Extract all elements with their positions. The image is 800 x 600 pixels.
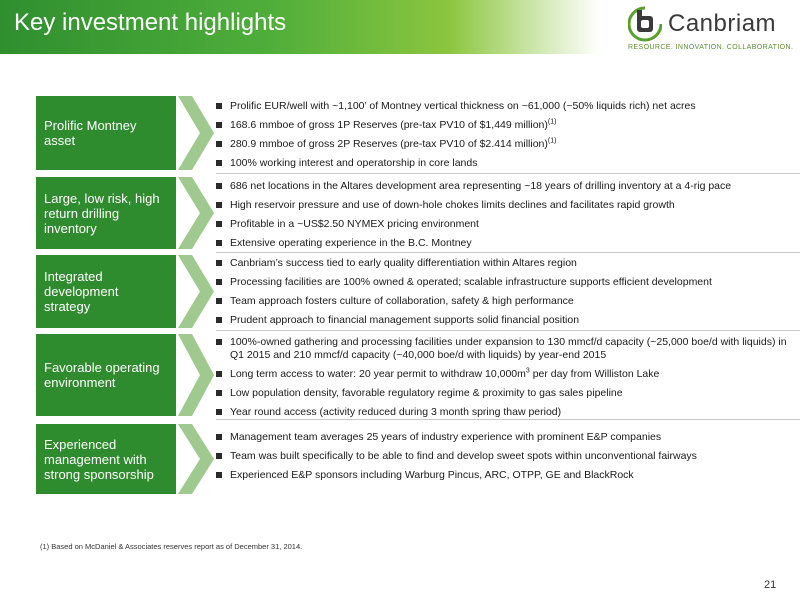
list-item: 686 net locations in the Altares development area representing ~18 years of drilling inventory at a 4-rig pace	[216, 180, 800, 193]
section-divider	[216, 330, 800, 331]
bullet-list	[216, 257, 800, 333]
square-bullet-icon	[216, 371, 222, 377]
square-bullet-icon	[216, 279, 222, 285]
section-divider	[216, 252, 800, 253]
square-bullet-icon	[216, 240, 222, 246]
square-bullet-icon	[216, 453, 222, 459]
list-item: Management team averages 25 years of industry experience with prominent E&P companies	[216, 431, 800, 444]
square-bullet-icon	[216, 317, 222, 323]
list-item: Canbriam’s success tied to early quality differentiation within Altares region	[216, 257, 800, 270]
chevron-right-icon	[178, 334, 214, 416]
square-bullet-icon	[216, 122, 222, 128]
list-item: Processing facilities are 100% owned & operated; scalable infrastructure supports efficient development	[216, 276, 800, 289]
chevron-right-icon	[178, 177, 214, 249]
square-bullet-icon	[216, 472, 222, 478]
footnote-ref: (1)	[547, 137, 557, 145]
logo-name: Canbriam	[668, 10, 777, 37]
section-integrated-development	[36, 255, 800, 331]
section-divider	[216, 419, 800, 420]
section-prolific-montney-asset	[36, 96, 800, 174]
page-number: 21	[764, 579, 777, 591]
list-item: Low population density, favorable regulatory regime & proximity to gas sales pipeline	[216, 387, 800, 400]
square-bullet-icon	[216, 160, 222, 166]
square-bullet-icon	[216, 339, 222, 345]
section-label: Experienced management with strong sponsorship	[36, 424, 176, 494]
square-bullet-icon	[216, 298, 222, 304]
list-item: High reservoir pressure and use of down-hole chokes limits declines and facilitates rapid growth	[216, 199, 800, 212]
section-experienced-management	[36, 424, 800, 494]
header-bar	[0, 0, 600, 54]
list-item: Prudent approach to financial management supports solid financial position	[216, 314, 800, 327]
list-item: Team approach fosters culture of collaboration, safety & high performance	[216, 295, 800, 308]
square-bullet-icon	[216, 390, 222, 396]
square-bullet-icon	[216, 434, 222, 440]
section-label: Integrated development strategy	[36, 255, 176, 328]
section-divider	[216, 173, 800, 174]
section-label: Favorable operating environment	[36, 334, 176, 416]
list-item: Extensive operating experience in the B.C. Montney	[216, 237, 800, 250]
canbriam-logo-icon	[628, 6, 662, 42]
chevron-right-icon	[178, 424, 214, 494]
superscript: 3	[525, 367, 530, 375]
company-logo	[628, 6, 794, 54]
list-item: 280.9 mmboe of gross 2P Reserves (pre-tax PV10 of $2.414 million)$^{(1)}$	[216, 138, 800, 151]
chevron-right-icon	[178, 96, 214, 170]
square-bullet-icon	[216, 202, 222, 208]
bullet-list	[216, 100, 800, 176]
list-item: Experienced E&P sponsors including Warburg Pincus, ARC, OTPP, GE and BlackRock	[216, 469, 800, 482]
square-bullet-icon	[216, 103, 222, 109]
bullet-list	[216, 180, 800, 256]
section-drilling-inventory	[36, 177, 800, 253]
list-item: Prolific EUR/well with ~1,100’ of Montney vertical thickness on ~61,000 (~50% liquids rich) net acres	[216, 100, 800, 113]
section-label: Large, low risk, high return drilling inventory	[36, 177, 176, 249]
list-item: 168.6 mmboe of gross 1P Reserves (pre-tax PV10 of $1,449 million)$^{(1)}$	[216, 119, 800, 132]
chevron-right-icon	[178, 255, 214, 328]
footnote: (1) Based on McDaniel & Associates reserves report as of December 31, 2014.	[40, 542, 303, 551]
list-item: Team was built specifically to be able to find and develop sweet spots within unconventional fairways	[216, 450, 800, 463]
footnote-ref: (1)	[547, 118, 557, 126]
square-bullet-icon	[216, 141, 222, 147]
square-bullet-icon	[216, 221, 222, 227]
page-title: Key investment highlights	[14, 9, 287, 36]
logo-tagline: RESOURCE. INNOVATION. COLLABORATION.	[628, 44, 794, 51]
square-bullet-icon	[216, 409, 222, 415]
bullet-list	[216, 431, 800, 488]
list-item: Year round access (activity reduced during 3 month spring thaw period)	[216, 406, 800, 419]
list-item: Long term access to water: 20 year permit to withdraw $10,000m^3$ per day from Williston Lake	[216, 368, 800, 381]
list-item: Profitable in a ~US$2.50 NYMEX pricing environment	[216, 218, 800, 231]
list-item: 100%-owned gathering and processing facilities under expansion to 130 mmcf/d capacity (~25,000 boe/d with liquids) in Q1 2015 and 210 mmcf/d capacity (~40,000 boe/d with liquids) by year-end 2015	[216, 336, 800, 362]
square-bullet-icon	[216, 183, 222, 189]
section-label: Prolific Montney asset	[36, 96, 176, 170]
square-bullet-icon	[216, 260, 222, 266]
bullet-list	[216, 336, 800, 425]
list-item: 100% working interest and operatorship in core lands	[216, 157, 800, 170]
section-favorable-operating	[36, 334, 800, 418]
